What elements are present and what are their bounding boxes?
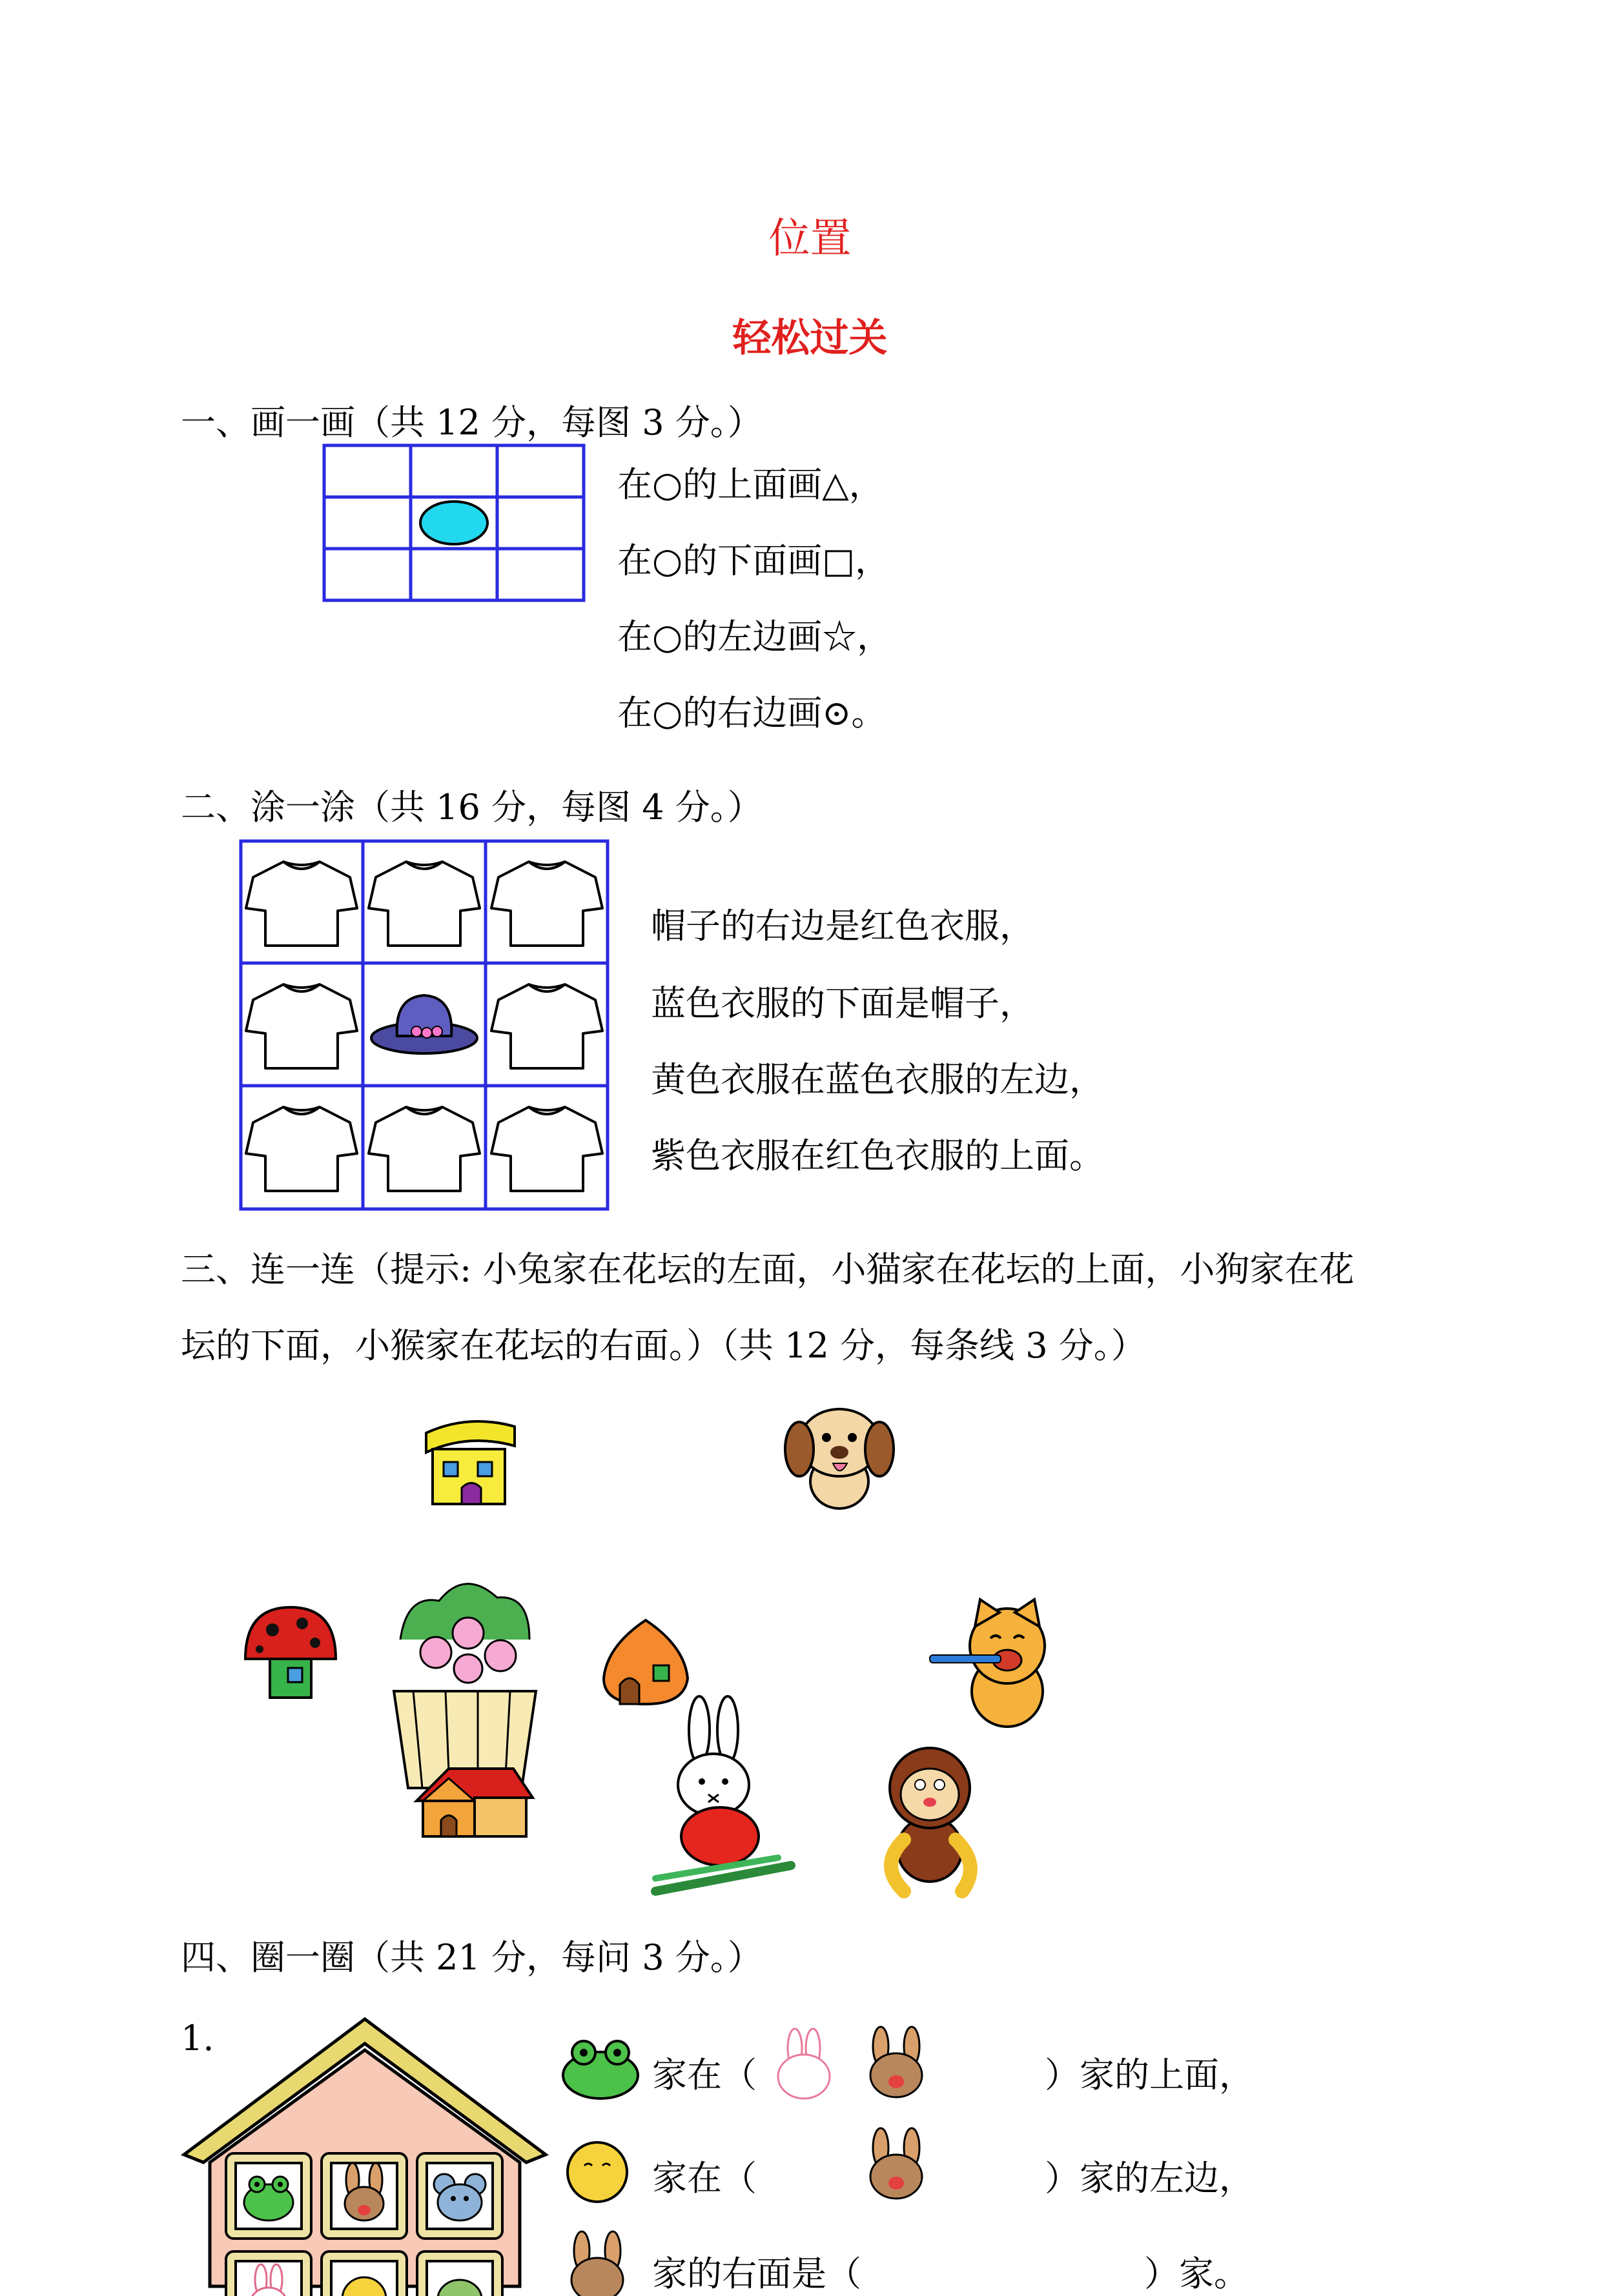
s2-line-2: 蓝色衣服的下面是帽子， — [651, 983, 1034, 1024]
rabbit-icon — [870, 2027, 922, 2097]
rabbit-icon — [571, 2231, 623, 2296]
tshirt-icon — [369, 1107, 480, 1191]
s1-line-1: 在○的上面画△， — [617, 464, 884, 505]
hat-icon — [371, 995, 477, 1053]
page-title: 位置 — [768, 215, 852, 263]
section-1-heading: 一、画一画（共 12 分，每图 3 分。） — [181, 402, 763, 443]
tshirt-icon — [369, 862, 480, 946]
ellipse-shape — [420, 502, 487, 544]
q1-row-1-suffix: ）家的上面， — [1045, 2055, 1254, 2095]
section-4-heading: 四、圈一圈（共 21 分，每问 3 分。） — [181, 1937, 763, 1978]
s1-line-4: 在○的右边画⊙。 — [617, 693, 887, 733]
rabbit-icon — [870, 2128, 922, 2199]
rabbit-icon — [655, 1696, 791, 1891]
dog-icon — [785, 1409, 894, 1509]
tshirt-icon — [246, 1107, 357, 1191]
flower-basket-icon — [394, 1584, 536, 1788]
mushroom-house-icon — [245, 1607, 336, 1698]
q1-row-3-prefix: 家的右面是（ — [652, 2253, 861, 2294]
s1-line-3: 在○的左边画☆， — [617, 616, 892, 657]
frog-icon — [563, 2041, 638, 2098]
tshirt-icon — [491, 984, 602, 1068]
tshirt-icon — [246, 862, 357, 946]
s2-line-3: 黄色衣服在蓝色衣服的左边， — [651, 1059, 1104, 1100]
section-3-heading-line1: 三、连一连（提示: 小兔家在花坛的左面，小猫家在花坛的上面，小狗家在花 — [181, 1249, 1355, 1290]
section-2-heading: 二、涂一涂（共 16 分，每图 4 分。） — [181, 787, 763, 828]
s2-line-1: 帽子的右边是红色衣服， — [651, 906, 1034, 946]
q1-row-2-prefix: 家在（ — [652, 2158, 757, 2199]
question-number: 1. — [181, 2018, 214, 2058]
tshirt-icon — [491, 1107, 602, 1191]
pumpkin-house-icon — [604, 1620, 688, 1704]
grid-3x3 — [323, 444, 586, 605]
s1-line-2: 在○的下面画□， — [617, 540, 890, 581]
q1-row-1-prefix: 家在（ — [652, 2055, 757, 2095]
s2-line-4: 紫色衣服在红色衣服的上面。 — [651, 1135, 1104, 1176]
tshirt-icon — [246, 984, 357, 1068]
clothes-grid — [239, 839, 610, 1212]
matching-illustration — [232, 1381, 1085, 1930]
section-3-heading-line2: 坛的下面，小猴家在花坛的右面。）（共 12 分，每条线 3 分。） — [181, 1325, 1146, 1366]
page-subtitle: 轻松过关 — [732, 316, 888, 361]
tiger-icon — [568, 2142, 627, 2202]
animal-house — [178, 2013, 552, 2286]
tshirt-icon — [491, 862, 602, 946]
q1-row-3-suffix: ）家。 — [1144, 2253, 1249, 2294]
yellow-house-icon — [426, 1421, 515, 1504]
cat-icon — [930, 1600, 1045, 1727]
monkey-icon — [890, 1748, 970, 1891]
q1-row-2-suffix: ）家的左边， — [1045, 2158, 1254, 2199]
rabbit-icon — [778, 2029, 830, 2098]
